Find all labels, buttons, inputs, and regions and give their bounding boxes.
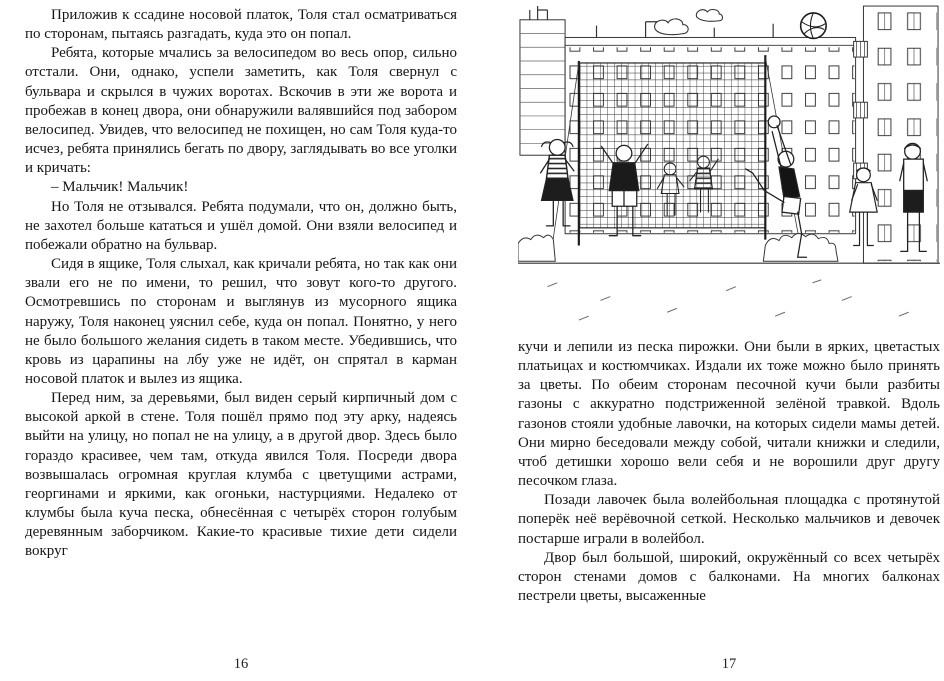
paragraph: Позади лавочек была волейбольная площадка с протянутой поперёк неё верёвочной сеткой. Несколько мальчиков и девочек постарше играли в волейбол. bbox=[518, 492, 940, 547]
volleyball-net bbox=[551, 55, 800, 251]
cloud bbox=[696, 10, 722, 22]
paragraph: Перед ним, за деревьями, был виден серый кирпичный дом с высокой аркой в стене. Толя пошёл прямо под эту арку, надеясь выйти на улицу, но попал не на улицу, а в другой двор. Здесь было гораздо красивее, чем там, откуда явился Толя. Посреди двора возвышалась огромная круглая клумба с цветущими астрами, георгинами и яркими, как огоньки, настурциями. Недалеко от клумбы была куча песка, обнесённая с четырёх сторон голубым деревянным заборчиком. Какие-то красивые тихие дети сидели вокруг bbox=[25, 390, 457, 560]
courtyard-volleyball-illustration bbox=[518, 4, 940, 330]
right-building bbox=[854, 6, 938, 263]
dialogue-line: – Мальчик! Мальчик! bbox=[51, 179, 189, 196]
cloud bbox=[655, 19, 689, 35]
page-16 bbox=[25, 0, 457, 681]
volleyball bbox=[801, 13, 827, 39]
paragraph: Сидя в ящике, Толя слыхал, как кричали ребята, но так как они звали его не по имени, то решил, что зовут кого-то другого. Осмотревшись по сторонам и выглянув из мусорного ящика наружу, Толя наконец уяснил себе, куда он попал. Понятно, у него не было большого желания сидеть в таком месте. Убедившись, что кровь из царапины на лбу уже не идёт, он спрятал в карман носовой платок и вылез из ящика. bbox=[25, 256, 457, 387]
left-text-column bbox=[25, 0, 457, 562]
ground-texture bbox=[547, 280, 908, 320]
paragraph: кучи и лепили из песка пирожки. Они были в ярких, цветастых платьицах и костюмчиках. Издали их тоже можно было принять за цветы. По обеим сторонам песочной кучи были разбиты газоны с аккуратно подстриженной зелёной травкой. Вдоль газонов стояли удобные лавочки, на которых сидели мамы детей. Они мирно беседовали между собой, читали книжки и следили, чтоб детишки хорошо вели себя и не ворошили друг другу песочком глаза. bbox=[518, 339, 940, 490]
page-number: 17 bbox=[721, 656, 737, 672]
right-text-column bbox=[518, 338, 940, 606]
left-building bbox=[520, 6, 565, 155]
paragraph: Ребята, которые мчались за велосипедом во весь опор, сильно отстали. Они, однако, успели заметить, как Толя свернул с бульвара и скрылся в чужих воротах. Вскочив в эти же ворота и пробежав в конец двора, они обнаружили валявшийся под забором велосипед. Увидев, что велосипед не похищен, но сам Толя куда-то исчез, ребята принялись бегать по двору, заглядывать во все уголки и кричать: bbox=[25, 45, 457, 177]
page-17 bbox=[518, 0, 940, 681]
paragraph: Приложив к ссадине носовой платок, Толя стал осматриваться по сторонам, пытаясь разгадать, куда это он попал. bbox=[25, 7, 457, 43]
paragraph: Но Толя не отзывался. Ребята подумали, что он, должно быть, не захотел больше кататься и ушёл домой. Они взяли велосипед и побежали обратно на бульвар. bbox=[25, 198, 457, 253]
hedge bbox=[518, 235, 555, 261]
paragraph: Двор был большой, широкий, окружённый со всех четырёх сторон стенами домов с балконами. На многих балконах пестрели цветы, высаженные bbox=[518, 549, 940, 605]
page-number: 16 bbox=[233, 656, 249, 672]
